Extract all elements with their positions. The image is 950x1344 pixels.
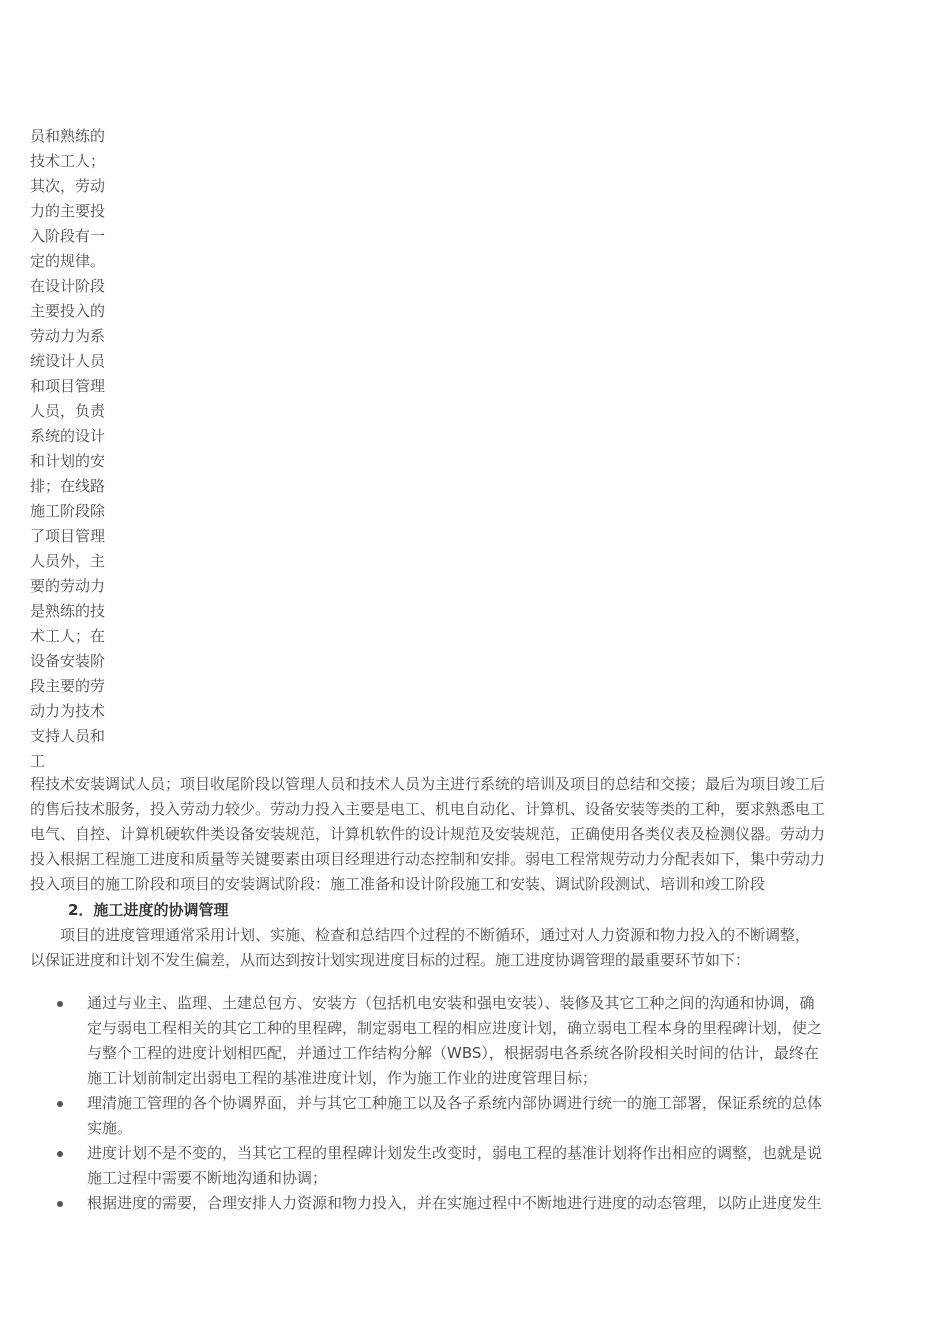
text-line: 和项目管理 [30,377,106,395]
text-line: 术工人；在 [30,627,106,645]
text-line: 电气、自控、计算机硬软件类设备安装规范，计算机软件的设计规范及安装规范，正确使用各类仪表及检测仪器。劳动力 [30,825,826,843]
list-item [0,991,912,1091]
bullet-icon [57,1201,63,1207]
labor-paragraph [30,772,922,897]
text-line: 要的劳动力 [30,577,106,595]
text-line: 人员外，主 [30,552,106,570]
list-item [0,1141,912,1191]
list-item [0,1091,912,1141]
text-line: 排；在线路 [30,477,106,495]
text-line: 工 [30,752,46,770]
text-line: 系统的设计 [30,427,106,445]
text-line: 统设计人员 [30,352,106,370]
text-line: 设备安装阶 [30,652,106,670]
bullet-icon [57,1101,63,1107]
text-line: 其次，劳动 [30,177,106,195]
text-line: 动力为技术 [30,702,106,720]
text-line: 员和熟练的 [30,127,106,145]
bullet-icon [57,1151,63,1157]
text-line: 施工过程中需要不断地沟通和协调； [87,1169,328,1187]
bullet-icon [57,1001,63,1007]
text-line: 定的规律。 [30,252,106,270]
text-line: 根据进度的需要，合理安排人力资源和物力投入，并在实施过程中不断地进行进度的动态管理，以防止进度发生 [87,1194,823,1212]
text-line: 定与弱电工程相关的其它工种的里程碑，制定弱电工程的相应进度计划，确立弱电工程本身的里程碑计划，使之 [87,1019,823,1037]
text-line: 与整个工程的进度计划相匹配，并通过工作结构分解（WBS），根据弱电各系统各阶段相关时间的估计，最终在 [87,1044,819,1062]
text-line: 和计划的安 [30,452,106,470]
text-line: 施工计划前制定出弱电工程的基准进度计划，作为施工作业的进度管理目标； [87,1069,598,1087]
text-line: 施工阶段除 [30,502,106,520]
section-heading: 2．施工进度的协调管理 [68,901,229,919]
text-line: 支持人员和 [30,727,106,745]
text-line: 投入项目的施工阶段和项目的安装调试阶段：施工准备和设计阶段施工和安装、调试阶段测试、培训和竣工阶段 [30,875,766,893]
text-line: 实施。 [87,1119,133,1137]
text-line: 通过与业主、监理、土建总包方、安装方（包括机电安装和强电安装）、装修及其它工种之间的沟通和协调，确 [87,994,815,1012]
narrow-text-column [30,124,122,774]
text-line: 投入根据工程施工进度和质量等关键要素由项目经理进行动态控制和安排。弱电工程常规劳动力分配表如下，集中劳动力 [30,850,826,868]
text-line: 主要投入的 [30,302,106,320]
text-line: 是熟练的技 [30,602,106,620]
text-line: 理清施工管理的各个协调界面，并与其它工种施工以及各子系统内部协调进行统一的施工部署，保证系统的总体 [87,1094,823,1112]
text-line: 程技术安装调试人员；项目收尾阶段以管理人员和技术人员为主进行系统的培训及项目的总结和交接；最后为项目竣工后 [30,775,826,793]
text-line: 劳动力为系 [30,327,106,345]
text-line: 入阶段有一 [30,227,106,245]
intro-paragraph [30,923,922,973]
list-item [0,1191,912,1216]
text-line: 段主要的劳 [30,677,106,695]
text-line: 力的主要投 [30,202,106,220]
text-line: 人员，负责 [30,402,106,420]
text-line: 了项目管理 [30,527,106,545]
text-line: 技术工人； [30,152,106,170]
text-line: 以保证进度和计划不发生偏差，从而达到按计划实现进度目标的过程。施工进度协调管理的最重要环节如下： [30,951,751,969]
text-line: 在设计阶段 [30,277,106,295]
text-line: 的售后技术服务，投入劳动力较少。劳动力投入主要是电工、机电自动化、计算机、设备安装等类的工种，要求熟悉电工 [30,800,826,818]
text-line: 项目的进度管理通常采用计划、实施、检查和总结四个过程的不断循环，通过对人力资源和物力投入的不断调整， [30,926,811,944]
bullet-list [0,991,950,1216]
text-line: 进度计划不是不变的，当其它工程的里程碑计划发生改变时，弱电工程的基准计划将作出相应的调整，也就是说 [87,1144,823,1162]
